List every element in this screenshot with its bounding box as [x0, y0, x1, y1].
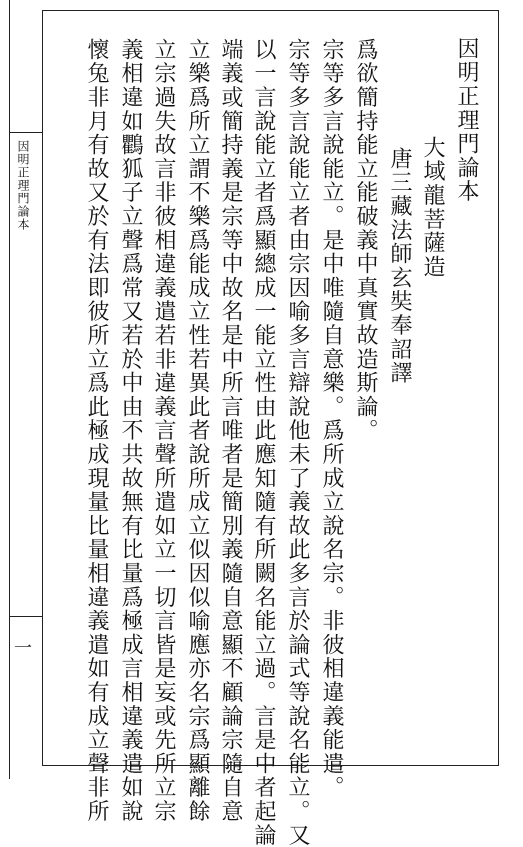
text-column-1: 爲欲簡持能立能破義中真實故造斯論。 — [353, 38, 378, 443]
gutter-rule — [9, 0, 10, 779]
text-column-9: 懷兔非月有故又於有法即彼所立爲此極成現量比量相違義遣如有成立聲非所 — [84, 38, 109, 824]
text-column-8: 義相違如鸜狐子立聲爲常又若於中由不共故無有比量爲極成言相違義遣如說 — [118, 38, 143, 824]
text-column-5: 端義或簡持義是宗等中故名是中所言唯者是簡別義隨自意顯不顧論宗隨自意 — [218, 38, 243, 824]
gutter-divider-top — [10, 132, 42, 133]
text-column-2: 宗等多言說能立。是中唯隨自意樂。爲所成立說名宗。非彼相違義能遣。 — [319, 38, 344, 800]
text-column-7: 立宗過失故言非彼相違義遣若非違義言聲所遣如立一切言皆是妄或先所立宗 — [151, 38, 176, 824]
spine-title: 因明正理門論本 — [16, 140, 30, 231]
book-title: 因明正理門論本 — [454, 37, 479, 204]
folio-number: 一 — [14, 638, 32, 659]
text-frame — [42, 10, 499, 847]
text-column-4: 以一言說能立者爲顯總成一能立性由此應知隨有所闕名能立過。言是中者起論 — [251, 38, 276, 847]
text-column-6: 立樂爲所立謂不樂爲能成立性若異此者說所成立似因似喻應亦名宗爲顯離餘 — [185, 38, 210, 824]
text-column-3: 宗等多言說能立者由宗因喻多言辯說他未了義故此多言於論式等說名能立。又 — [285, 38, 310, 847]
author-line: 大域龍菩薩造 — [420, 136, 445, 279]
gutter-divider-bottom — [10, 616, 42, 617]
translator-line: 唐三藏法師玄奘奉詔譯 — [387, 147, 412, 385]
